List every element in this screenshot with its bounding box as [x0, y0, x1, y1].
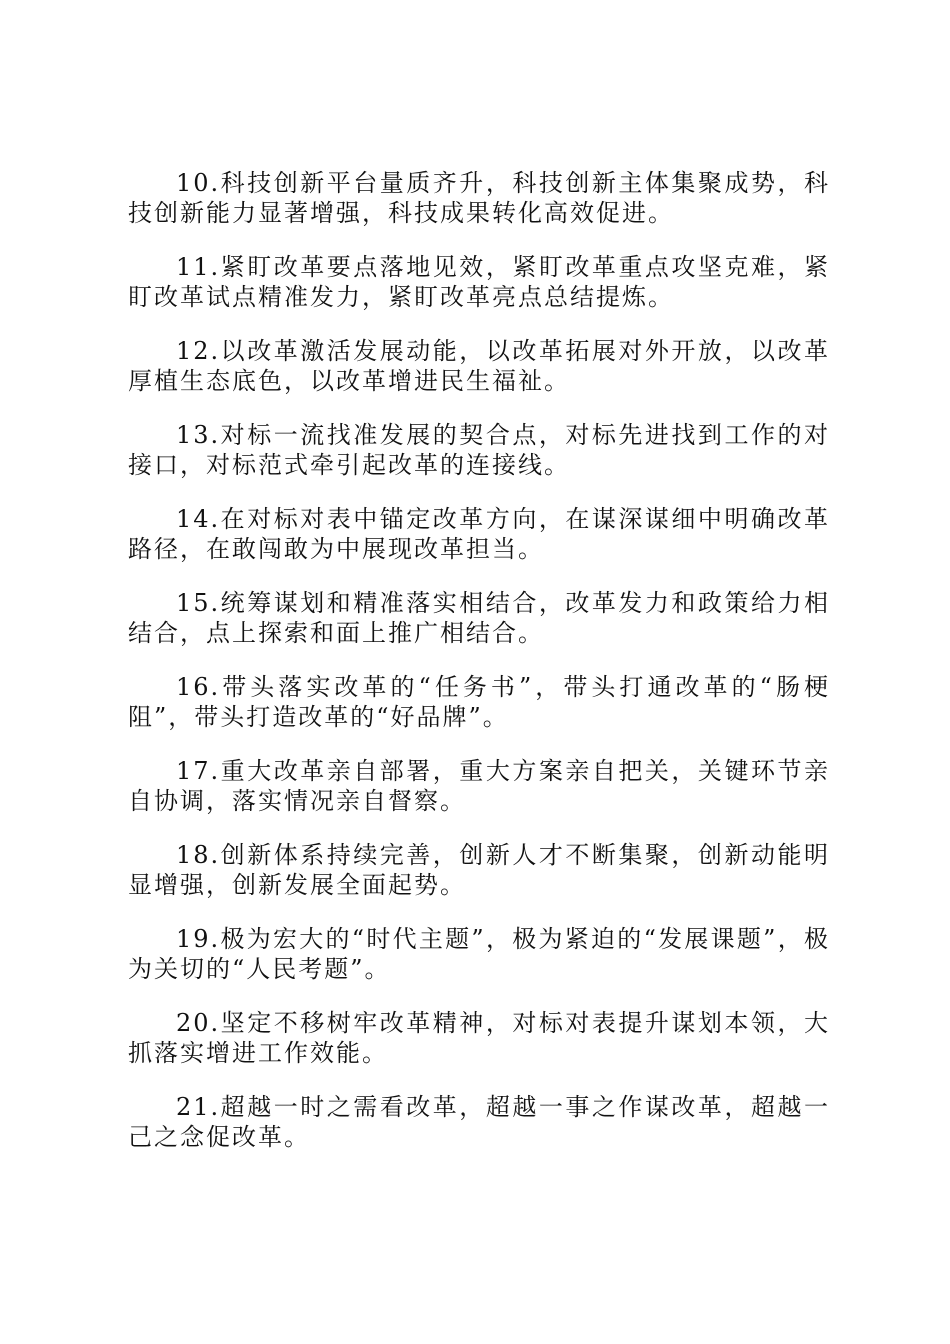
paragraph-18: 18.创新体系持续完善，创新人才不断集聚，创新动能明显增强，创新发展全面起势。 — [128, 841, 830, 899]
paragraph-19: 19.极为宏大的“时代主题”，极为紧迫的“发展课题”，极为关切的“人民考题”。 — [128, 925, 830, 983]
paragraph-21: 21.超越一时之需看改革，超越一事之作谋改革，超越一己之念促改革。 — [128, 1093, 830, 1151]
paragraph-17: 17.重大改革亲自部署，重大方案亲自把关，关键环节亲自协调，落实情况亲自督察。 — [128, 757, 830, 815]
paragraph-14: 14.在对标对表中锚定改革方向，在谋深谋细中明确改革路径，在敢闯敢为中展现改革担当。 — [128, 505, 830, 563]
document-body — [128, 168, 830, 1176]
paragraph-10: 10.科技创新平台量质齐升，科技创新主体集聚成势，科技创新能力显著增强，科技成果转化高效促进。 — [128, 169, 830, 227]
paragraph-15: 15.统筹谋划和精准落实相结合，改革发力和政策给力相结合，点上探索和面上推广相结合。 — [128, 589, 830, 647]
paragraph-12: 12.以改革激活发展动能，以改革拓展对外开放，以改革厚植生态底色，以改革增进民生福祉。 — [128, 337, 830, 395]
paragraph-20: 20.坚定不移树牢改革精神，对标对表提升谋划本领，大抓落实增进工作效能。 — [128, 1009, 830, 1067]
paragraph-16: 16.带头落实改革的“任务书”，带头打通改革的“肠梗阻”，带头打造改革的“好品牌”。 — [128, 673, 830, 731]
paragraph-13: 13.对标一流找准发展的契合点，对标先进找到工作的对接口，对标范式牵引起改革的连接线。 — [128, 421, 830, 479]
paragraph-11: 11.紧盯改革要点落地见效，紧盯改革重点攻坚克难，紧盯改革试点精准发力，紧盯改革亮点总结提炼。 — [128, 253, 830, 311]
